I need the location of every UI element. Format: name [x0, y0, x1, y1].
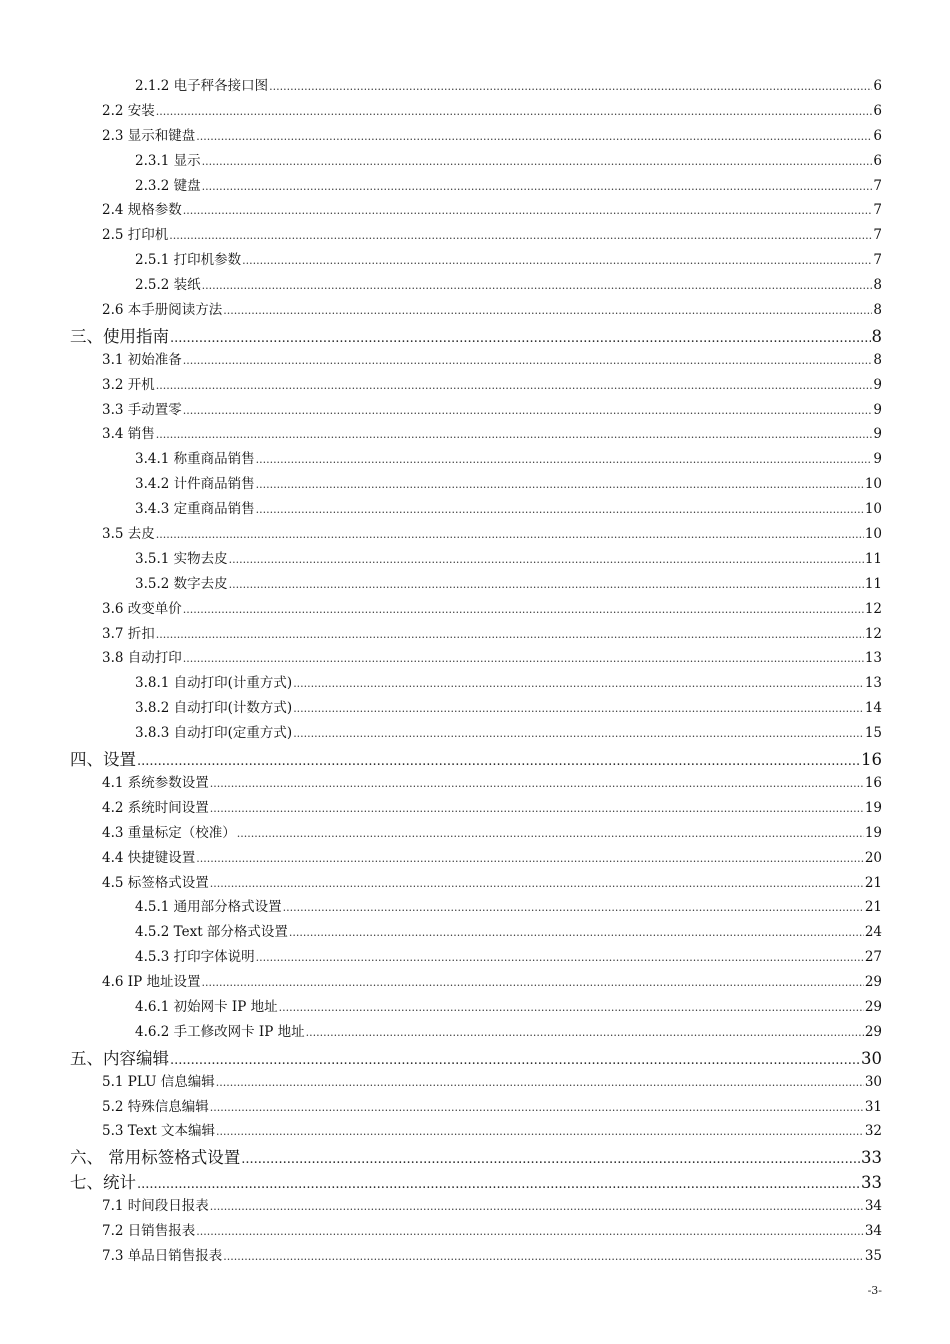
toc-entry-title: 3.4.3 定重商品销售	[135, 501, 255, 518]
toc-entry-page-number: 24	[864, 924, 882, 941]
toc-entry[interactable]	[0, 373, 950, 398]
toc-entry-page-number: 19	[864, 799, 882, 816]
toc-entry-title: 5.2 特殊信息编辑	[102, 1098, 209, 1115]
toc-entry[interactable]	[0, 398, 950, 423]
toc-entry-page-number: 10	[864, 501, 882, 518]
toc-entry-title: 2.4 规格参数	[102, 202, 182, 219]
toc-entry-title: 3.4 销售	[102, 426, 155, 443]
toc-dot-leader	[183, 202, 873, 218]
toc-dot-leader	[289, 924, 864, 940]
toc-entry[interactable]	[0, 771, 950, 796]
toc-dot-leader	[156, 426, 873, 442]
toc-entry-page-number: 13	[864, 650, 882, 667]
toc-entry-title: 3.7 折扣	[102, 625, 155, 642]
toc-entry-page-number: 9	[873, 451, 882, 468]
toc-dot-leader	[183, 352, 873, 368]
toc-dot-leader	[229, 551, 864, 567]
toc-entry-page-number: 11	[864, 550, 882, 567]
toc-entry-page-number: 30	[861, 1048, 882, 1068]
toc-dot-leader	[293, 700, 864, 716]
toc-entry-page-number: 29	[864, 1023, 882, 1040]
toc-entry-page-number: 29	[864, 998, 882, 1015]
toc-entry-title: 3.8.3 自动打印(定重方式)	[135, 725, 293, 742]
toc-entry[interactable]	[0, 99, 950, 124]
toc-entry-page-number: 7	[873, 227, 882, 244]
toc-entry-page-number: 12	[864, 625, 882, 642]
toc-entry-page-number: 9	[873, 401, 882, 418]
toc-entry-title: 2.5.2 装纸	[135, 277, 201, 294]
toc-entry-title: 五、内容编辑	[70, 1048, 169, 1068]
toc-dot-leader	[293, 725, 864, 741]
toc-dot-leader	[293, 675, 864, 691]
toc-entry[interactable]	[0, 447, 950, 472]
toc-entry-title: 7.2 日销售报表	[102, 1222, 196, 1239]
toc-entry[interactable]	[0, 622, 950, 647]
toc-entry-title: 2.2 安装	[102, 102, 155, 119]
toc-entry-page-number: 33	[861, 1148, 882, 1168]
toc-entry-page-number: 31	[864, 1098, 882, 1115]
toc-dot-leader	[137, 750, 860, 769]
toc-entry[interactable]	[0, 597, 950, 622]
toc-entry[interactable]	[0, 74, 950, 99]
toc-entry-title: 3.8 自动打印	[102, 650, 182, 667]
toc-dot-leader	[283, 899, 864, 915]
toc-entry-page-number: 7	[873, 202, 882, 219]
toc-entry-page-number: 10	[864, 476, 882, 493]
toc-entry-page-number: 21	[864, 899, 882, 916]
toc-entry-title: 3.4.1 称重商品销售	[135, 451, 255, 468]
toc-entry-page-number: 20	[864, 849, 882, 866]
toc-entry[interactable]	[0, 1244, 950, 1269]
toc-entry[interactable]	[0, 821, 950, 846]
toc-entry[interactable]	[0, 721, 950, 746]
toc-entry[interactable]	[0, 945, 950, 970]
toc-dot-leader	[210, 875, 864, 891]
toc-entry-title: 4.4 快捷键设置	[102, 849, 196, 866]
toc-dot-leader	[241, 1148, 860, 1167]
toc-dot-leader	[196, 850, 864, 866]
toc-entry-title: 六、 常用标签格式设置	[70, 1148, 241, 1168]
toc-entry[interactable]	[0, 646, 950, 671]
toc-entry[interactable]	[0, 248, 950, 273]
toc-entry[interactable]	[0, 323, 950, 348]
toc-entry-page-number: 6	[873, 127, 882, 144]
toc-entry-page-number: 34	[864, 1198, 882, 1215]
toc-entry[interactable]	[0, 895, 950, 920]
toc-entry-title: 4.2 系统时间设置	[102, 799, 209, 816]
toc-entry-title: 4.6.2 手工修改网卡 IP 地址	[135, 1023, 305, 1040]
toc-dot-leader	[223, 1248, 864, 1264]
toc-dot-leader	[223, 302, 872, 318]
toc-entry-title: 3.2 开机	[102, 376, 155, 393]
toc-entry-title: 4.6 IP 地址设置	[102, 974, 201, 991]
page-number: -3-	[867, 1284, 882, 1297]
toc-entry[interactable]	[0, 1020, 950, 1045]
toc-entry-page-number: 27	[864, 949, 882, 966]
toc-entry[interactable]	[0, 1119, 950, 1144]
toc-entry[interactable]	[0, 796, 950, 821]
toc-entry[interactable]	[0, 871, 950, 896]
toc-entry-title: 3.8.1 自动打印(计重方式)	[135, 675, 293, 692]
toc-entry[interactable]	[0, 124, 950, 149]
toc-entry-page-number: 33	[861, 1173, 882, 1193]
toc-dot-leader	[256, 949, 864, 965]
toc-dot-leader	[201, 974, 863, 990]
toc-entry-page-number: 30	[864, 1073, 882, 1090]
toc-entry[interactable]	[0, 846, 950, 871]
toc-dot-leader	[202, 153, 873, 169]
toc-entry[interactable]	[0, 696, 950, 721]
toc-dot-leader	[216, 1123, 864, 1139]
toc-entry-title: 3.1 初始准备	[102, 351, 182, 368]
toc-entry-page-number: 6	[873, 102, 882, 119]
toc-entry[interactable]	[0, 671, 950, 696]
toc-entry-page-number: 8	[873, 277, 882, 294]
toc-entry-page-number: 32	[864, 1123, 882, 1140]
toc-entry-page-number: 16	[864, 774, 882, 791]
toc-dot-leader	[269, 78, 872, 94]
toc-dot-leader	[137, 1173, 860, 1192]
toc-entry[interactable]	[0, 223, 950, 248]
toc-entry-title: 5.1 PLU 信息编辑	[102, 1073, 215, 1090]
toc-entry-title: 2.3.2 键盘	[135, 177, 201, 194]
toc-entry[interactable]	[0, 1169, 950, 1194]
toc-entry-title: 2.3 显示和键盘	[102, 127, 196, 144]
toc-entry[interactable]	[0, 298, 950, 323]
toc-entry-title: 2.6 本手册阅读方法	[102, 302, 223, 319]
toc-entry-page-number: 11	[864, 575, 882, 592]
toc-entry-page-number: 29	[864, 974, 882, 991]
toc-entry-title: 4.5.3 打印字体说明	[135, 949, 255, 966]
toc-entry[interactable]	[0, 472, 950, 497]
toc-entry-page-number: 35	[864, 1247, 882, 1264]
toc-entry-page-number: 19	[864, 824, 882, 841]
toc-dot-leader	[306, 1024, 864, 1040]
toc-dot-leader	[196, 128, 872, 144]
toc-entry-title: 3.3 手动置零	[102, 401, 182, 418]
toc-entry[interactable]	[0, 920, 950, 945]
toc-entry[interactable]	[0, 1045, 950, 1070]
toc-entry-page-number: 10	[864, 526, 882, 543]
toc-entry-title: 7.3 单品日销售报表	[102, 1247, 223, 1264]
toc-entry-page-number: 6	[873, 152, 882, 169]
toc-entry[interactable]	[0, 1095, 950, 1120]
toc-entry-title: 七、统计	[70, 1173, 136, 1193]
toc-entry-page-number: 12	[864, 600, 882, 617]
toc-entry-title: 4.3 重量标定（校准）	[102, 824, 236, 841]
toc-entry[interactable]	[0, 497, 950, 522]
toc-dot-leader	[183, 601, 864, 617]
toc-dot-leader	[169, 227, 872, 243]
toc-entry[interactable]	[0, 1070, 950, 1095]
toc-entry[interactable]	[0, 198, 950, 223]
toc-dot-leader	[183, 650, 864, 666]
toc-entry[interactable]	[0, 522, 950, 547]
toc-entry[interactable]	[0, 572, 950, 597]
toc-entry[interactable]	[0, 547, 950, 572]
toc-dot-leader	[210, 775, 864, 791]
toc-entry-title: 4.5.2 Text 部分格式设置	[135, 924, 288, 941]
toc-entry-page-number: 6	[873, 78, 882, 94]
toc-entry-title: 3.6 改变单价	[102, 600, 182, 617]
toc-dot-leader	[242, 252, 872, 268]
table-of-contents	[0, 74, 950, 1269]
toc-entry[interactable]	[0, 995, 950, 1020]
toc-entry[interactable]	[0, 1144, 950, 1169]
toc-entry-title: 5.3 Text 文本编辑	[102, 1123, 216, 1140]
toc-dot-leader	[229, 576, 864, 592]
toc-entry-page-number: 9	[873, 426, 882, 443]
toc-entry[interactable]	[0, 149, 950, 174]
toc-dot-leader	[156, 103, 873, 119]
toc-entry-title: 2.3.1 显示	[135, 152, 201, 169]
toc-dot-leader	[279, 999, 864, 1015]
toc-entry-page-number: 15	[864, 725, 882, 742]
toc-entry-title: 4.5.1 通用部分格式设置	[135, 899, 282, 916]
toc-entry[interactable]	[0, 422, 950, 447]
toc-dot-leader	[256, 476, 864, 492]
toc-dot-leader	[196, 1223, 864, 1239]
toc-entry-page-number: 13	[864, 675, 882, 692]
toc-entry-title: 四、设置	[70, 750, 136, 770]
toc-entry-page-number: 8	[871, 326, 882, 346]
toc-entry-page-number: 8	[873, 351, 882, 368]
toc-dot-leader	[156, 526, 864, 542]
toc-entry[interactable]	[0, 970, 950, 995]
toc-entry[interactable]	[0, 273, 950, 298]
toc-dot-leader	[156, 377, 873, 393]
toc-entry-page-number: 14	[864, 700, 882, 717]
toc-dot-leader	[210, 1198, 864, 1214]
toc-entry-page-number: 8	[873, 302, 882, 319]
toc-entry-page-number: 16	[861, 750, 882, 770]
toc-entry-title: 2.5.1 打印机参数	[135, 252, 242, 269]
toc-entry-title: 3.8.2 自动打印(计数方式)	[135, 700, 293, 717]
toc-dot-leader	[170, 327, 871, 346]
toc-entry[interactable]	[0, 174, 950, 199]
toc-entry-page-number: 7	[873, 252, 882, 269]
toc-entry-title: 4.1 系统参数设置	[102, 774, 209, 791]
toc-entry-title: 4.5 标签格式设置	[102, 874, 209, 891]
toc-entry-title: 2.1.2 电子秤各接口图	[135, 78, 269, 94]
toc-entry-title: 4.6.1 初始网卡 IP 地址	[135, 998, 278, 1015]
toc-dot-leader	[256, 501, 864, 517]
toc-entry-title: 三、使用指南	[70, 326, 169, 346]
toc-entry[interactable]	[0, 1194, 950, 1219]
toc-dot-leader	[237, 825, 864, 841]
toc-dot-leader	[202, 178, 873, 194]
toc-entry-title: 3.4.2 计件商品销售	[135, 476, 255, 493]
toc-entry-page-number: 21	[864, 874, 882, 891]
toc-entry[interactable]	[0, 348, 950, 373]
toc-entry-title: 3.5.2 数字去皮	[135, 575, 228, 592]
toc-dot-leader	[202, 277, 873, 293]
toc-dot-leader	[170, 1049, 860, 1068]
toc-entry-title: 3.5 去皮	[102, 526, 155, 543]
toc-entry-page-number: 9	[873, 376, 882, 393]
toc-entry[interactable]	[0, 746, 950, 771]
toc-dot-leader	[210, 1099, 864, 1115]
toc-entry-page-number: 34	[864, 1222, 882, 1239]
toc-dot-leader	[256, 451, 873, 467]
toc-entry-title: 3.5.1 实物去皮	[135, 550, 228, 567]
toc-dot-leader	[183, 402, 873, 418]
toc-entry-title: 7.1 时间段日报表	[102, 1198, 209, 1215]
toc-entry-title: 2.5 打印机	[102, 227, 169, 244]
toc-entry-page-number: 7	[873, 177, 882, 194]
toc-dot-leader	[210, 800, 864, 816]
toc-dot-leader	[156, 626, 864, 642]
toc-dot-leader	[216, 1074, 864, 1090]
toc-entry[interactable]	[0, 1219, 950, 1244]
